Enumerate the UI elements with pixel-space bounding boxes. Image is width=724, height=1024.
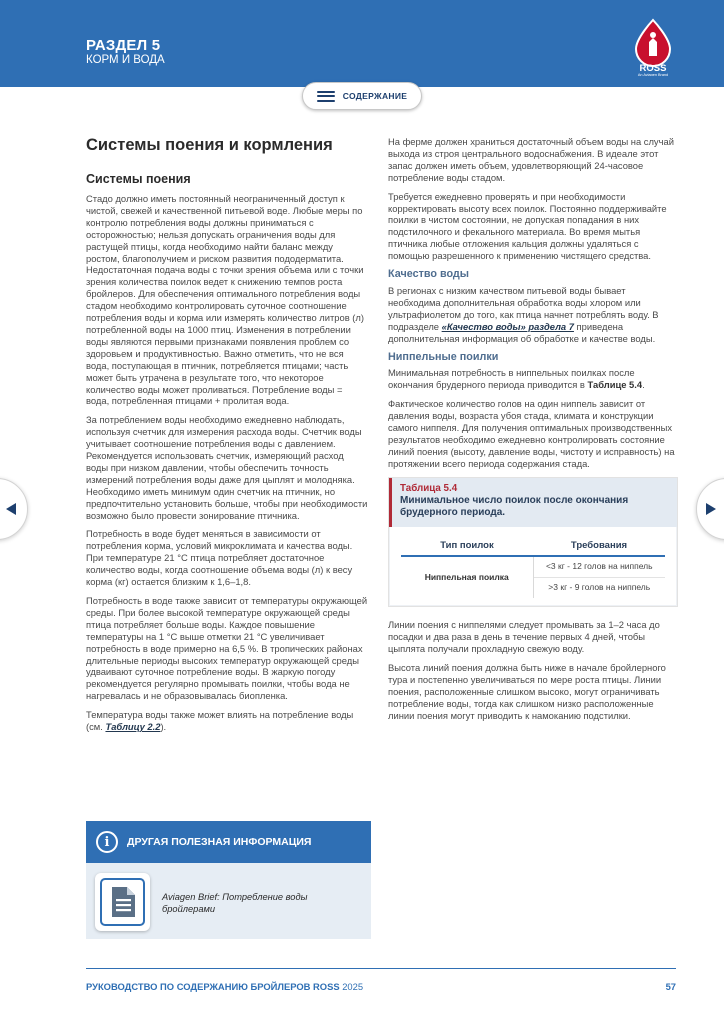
previous-page-button[interactable] [0,478,28,540]
column-header-requirements: Требования [533,535,665,557]
paragraph: Потребность в воде будет меняться в зависимости от потребления корма, условий микроклимата и качества воды. При температуре 21 °C птица потребляет достаточное количество воды, когда соотношение объема воды (л) к весу корма (кг) остается близким к 1,6–1,8. [86,528,353,588]
menu-icon [317,91,335,102]
ross-logo[interactable] [628,18,678,76]
table-number: Таблица 5.4 [400,482,458,494]
footer-title: РУКОВОДСТВО ПО СОДЕРЖАНИЮ БРОЙЛЕРОВ ROSS 2025 [86,981,364,992]
drinker-requirements-table [401,535,665,599]
next-page-button[interactable] [696,478,724,540]
table-header-row [401,535,665,557]
aviagen-brief-link[interactable]: Aviagen Brief: Потребление воды бройлерами [162,892,308,914]
logo-text: ROSS [639,63,667,74]
requirement-cell: <3 кг - 12 голов на ниппель [533,556,665,577]
column-header-drinker-type: Тип поилок [401,535,533,557]
section-subtitle: КОРМ И ВОДА [86,54,165,66]
right-column [388,136,678,729]
paragraph: Требуется ежедневно проверять и при необходимости корректировать высоту всех поилок. Постоянно поддерживайте поилки в чистом состоянии, не допуская попадания в них подстилочного и фекального материала. Во время мытья птичника любые отложения кальция должны удаляться с помощью разрешенного к применению чистящего средства. [388,190,667,262]
link-table-2-2[interactable]: Таблицу 2.2 [105,721,161,733]
useful-info-box [86,821,371,939]
paragraph: Фактическое количество голов на один ниппель зависит от давления воды, возраста убоя стада, климата и конструкции самого ниппеля. Для получения оптимальных производственных результатов необходимо ежедневно контролировать состояние линий поения (высоту, давление воды, чистоту и исправность) на протяжении всего периода содержания стада. [388,398,675,469]
subheading-water-quality: Качество воды [388,268,469,281]
paragraph: Минимальная потребность в ниппельных поилках после окончания брудерного периода приводится в Таблице 5.4. [388,367,645,391]
table-row [401,556,665,577]
subheading-nipple-drinkers: Ниппельные поилки [388,350,499,363]
table-reference: Таблице 5.4 [587,379,643,391]
footer-year: 2025 [342,981,364,992]
info-box-title: ДРУГАЯ ПОЛЕЗНАЯ ИНФОРМАЦИЯ [127,835,312,848]
triangle-right-icon [705,502,717,516]
table-header [389,478,677,527]
triangle-left-icon [5,502,17,516]
requirement-cell: >3 кг - 9 голов на ниппель [548,582,651,593]
page-header [0,0,724,87]
contents-label: СОДЕРЖАНИЕ [342,91,408,101]
info-icon: i [96,831,118,853]
paragraph: Линии поения с ниппелями следует промывать за 1–2 часа до посадки и два раза в день в течение первых 4 дней, чтобы цыплята получали прохладную свежую воду. [388,619,660,655]
left-column [86,193,368,740]
paragraph-water-quality: В регионах с низким качеством питьевой воды бывает необходима дополнительная обработка воды хлором или ультрафиолетом до того, как птица начнет потреблять воду. В подразделе «Качество воды» раздела 7 приведена дополнительная информация об обработке и качестве воды. [388,284,659,344]
paragraph: На ферме должен храниться достаточный объем воды на случай выхода из строя центрального водоснабжения. В идеале этот запас должен иметь объем, удовлетворяющий 24-часовое потребление воды стадом. [388,136,674,183]
logo-tagline: An Aviagen Brand [637,73,669,76]
paragraph-water-temperature: Температура воды также может влиять на потребление воды (см. Таблицу 2.2). [86,709,354,733]
page-number: 57 [665,981,676,992]
page-title: Системы поения и кормления [86,136,333,154]
footer-divider [86,968,676,969]
link-water-quality-section-7[interactable]: «Качество воды» раздела 7 [441,320,574,332]
paragraph: Высота линий поения должна быть ниже в начале бройлерного тура и постепенно увеличиваться по мере роста птицы. Линии поения, расположенные слишком высоко, могут ограничивать потребление воды, тогда как слишком низко расположенные линии поения могут приводить к намоканию подстилки. [388,662,666,721]
document-icon [110,886,136,918]
paragraph: Потребность в воде также зависит от температуры окружающей среды. При более высокой температуре окружающей среды птица потребляет больше воды. Каждое повышение температуры на 1 °C выше отметки 21 °C увеличивает потребность в воде примерно на 6,5 %. В тропических районах длительные периоды высоких температур окружающей среды удваивают суточное потребление воды. В жаркую погоду рекомендуется регулярно промывать поилки, чтобы вода не нагревалась и не образовывалась биопленка. [86,595,368,702]
section-heading-drinking: Системы поения [86,172,191,186]
paragraph: Стадо должно иметь постоянный неограниченный доступ к чистой, свежей и качественной питьевой воде. Любые меры по контролю потребления воды должны приниматься с осторожностью; нельзя допускать ограничения воды для растущей птицы, когда необходимо найти баланс между ростом, благополучием и риском развития пододерматита. Недостаточная подача воды с точки зрения объема или с точки зрения количества поилок ведет к снижению темпов роста бройлеров. Для обеспечения оптимального потребления воды стадом необходимо контролировать суточное соотношение потребления воды и корма или измерять количество литров (л) потребленной воды на 1000 птиц. Изменения в потреблении воды являются первыми признаками появления проблем со здоровьем и продуктивностью. Важно отметить, что не вся вода, поступающая в птичник, потребляется птицами; часть может быть утрачена в результате того, что некоторое количество воды может проливаться. Потребление воды = вода, потребленная птицами + пролитая вода. [86,193,364,407]
row-label-nipple: Ниппельная поилка [401,556,533,598]
table-title: Минимальное число поилок после окончания брудерного периода. [400,494,629,519]
document-link-tile[interactable] [95,873,150,931]
paragraph: За потреблением воды необходимо ежедневно наблюдать, используя счетчик для измерения расхода воды. Счетчик воды учитывает соотношение потребления воды с давлением. Рекомендуется использовать счетчик, измеряющий расход воды при низком давлении, чтобы обеспечить точность измерений потребления воды даже для цыплят и молодняка. Необходимо иметь минимум один счетчик на птичник, но предпочтительно установить больше, чтобы при необходимости возможно было провести зонирование птичника. [86,414,368,521]
table-5-4 [388,477,678,608]
section-title: РАЗДЕЛ 5 [86,37,161,54]
info-box-header [86,821,371,863]
contents-button[interactable] [302,82,422,110]
